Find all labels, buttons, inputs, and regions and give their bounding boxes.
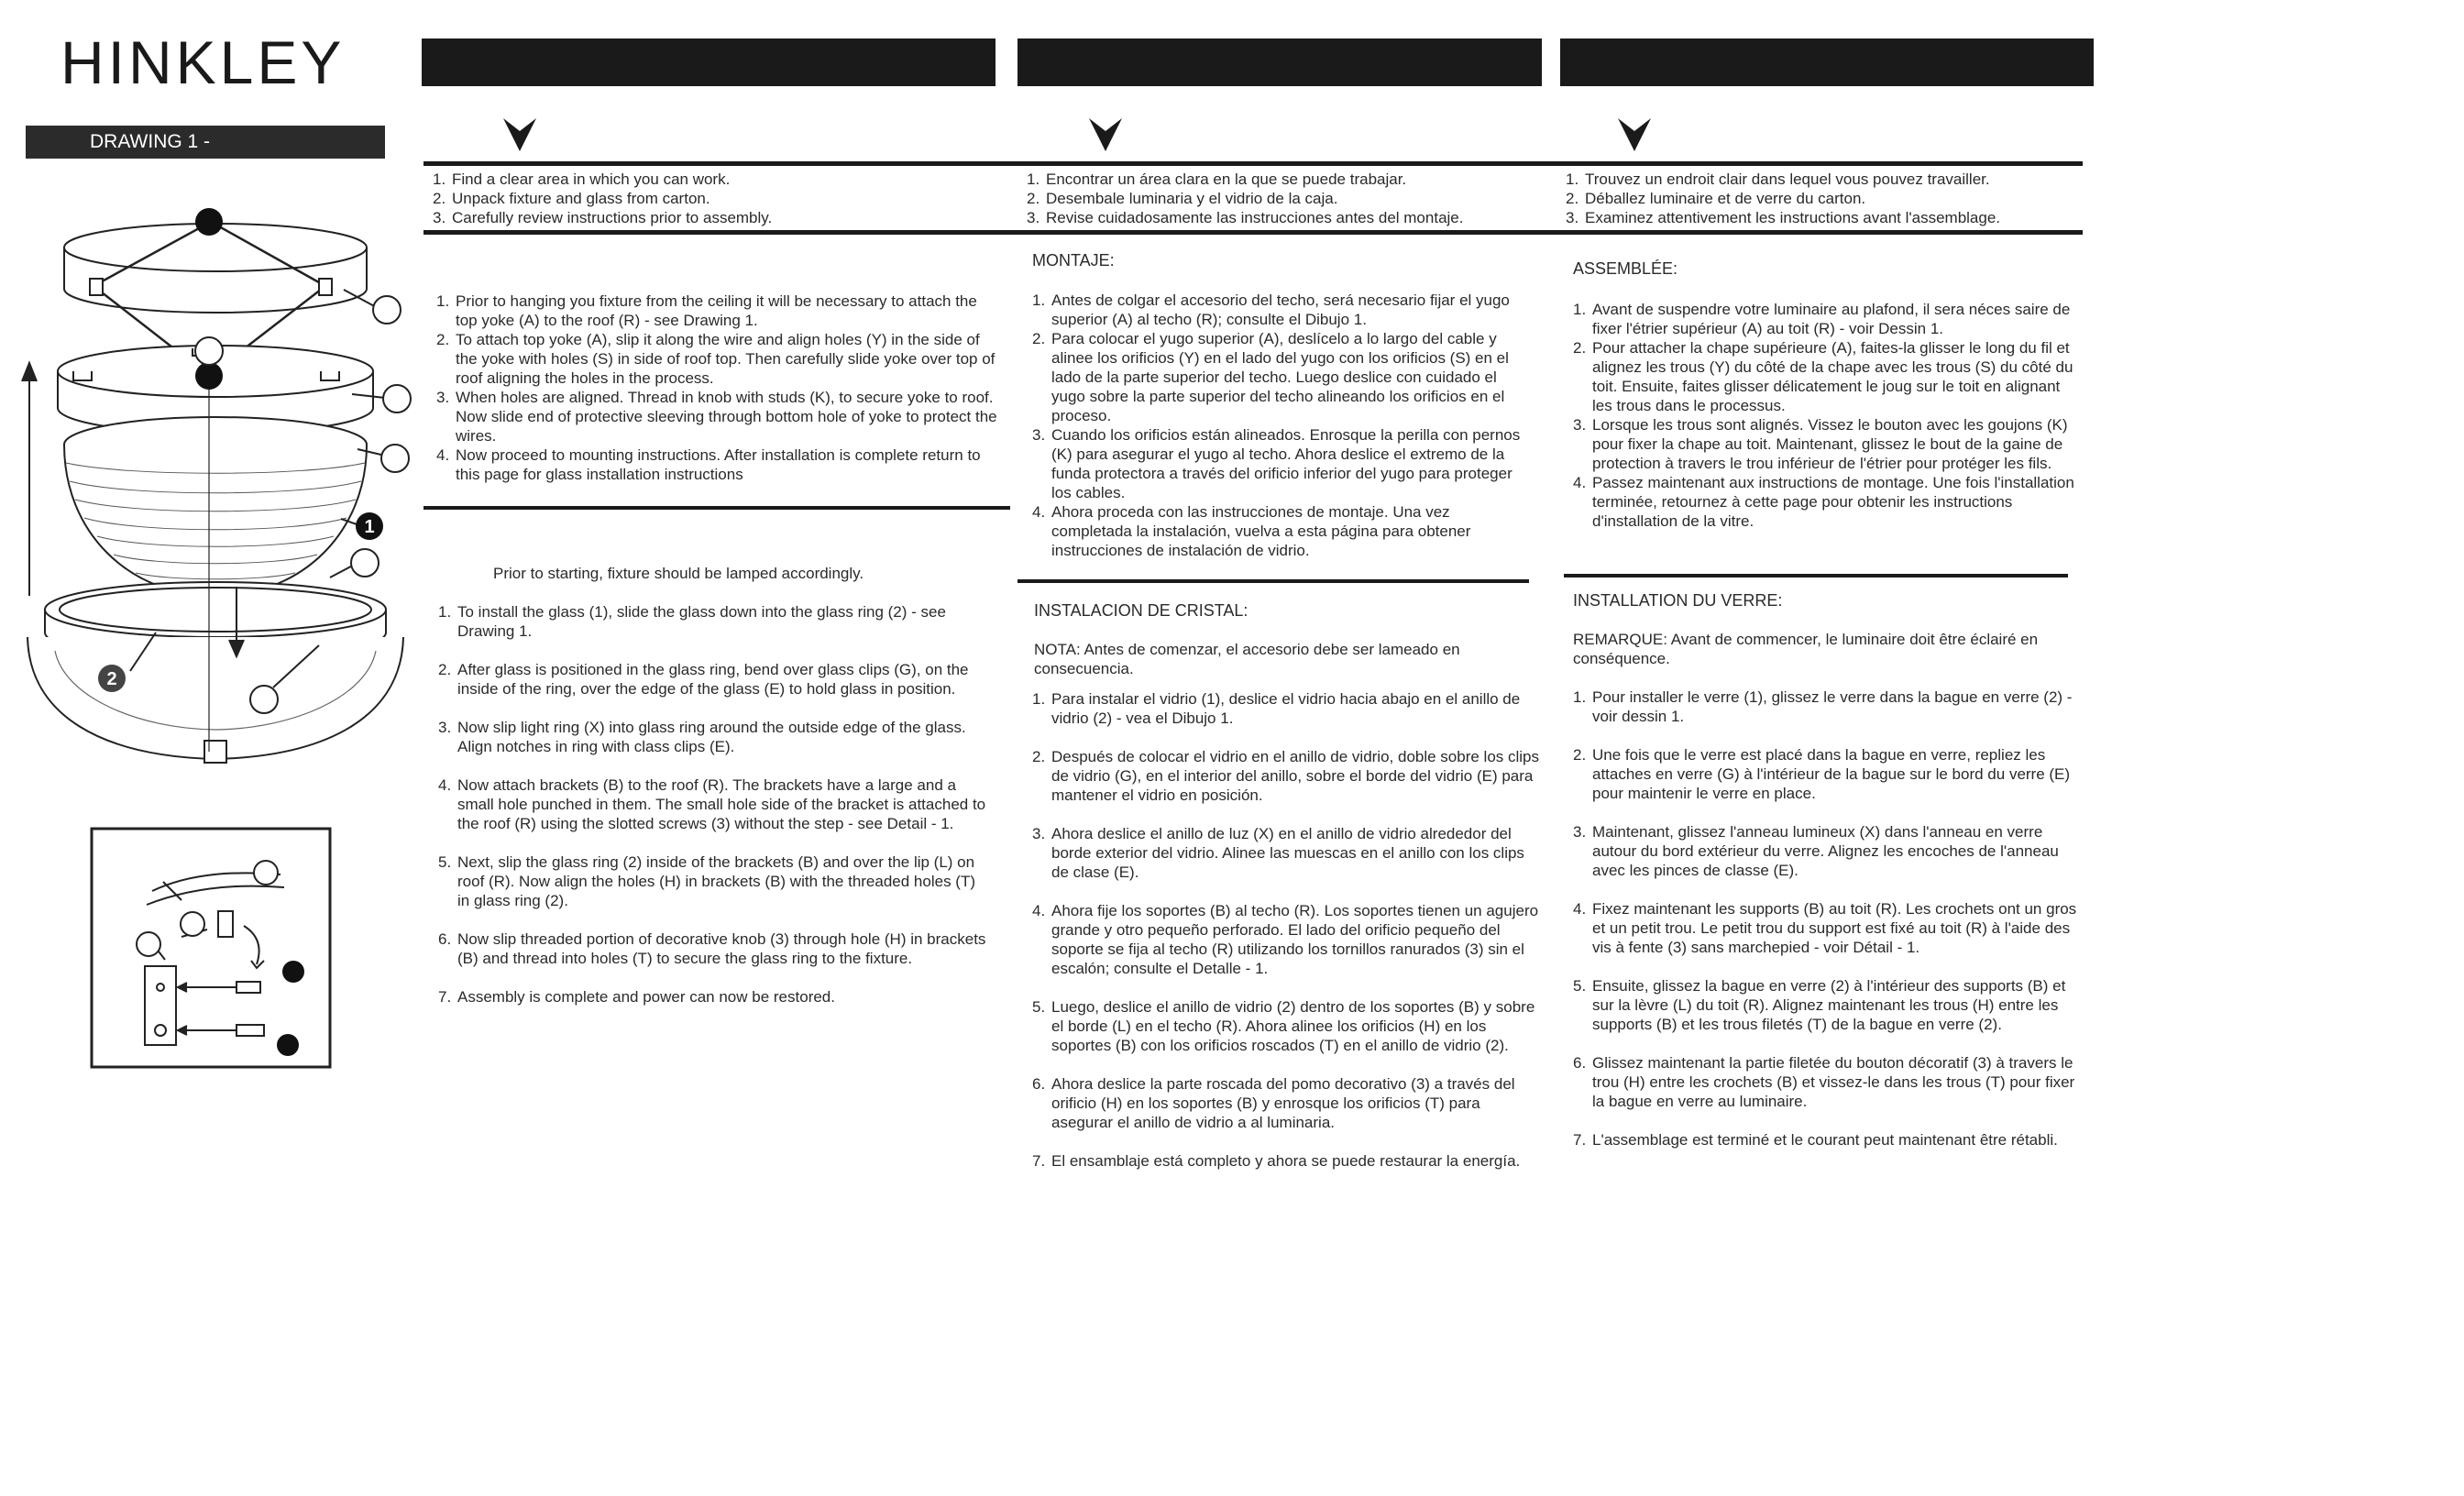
mount-list-fr bbox=[1573, 300, 2079, 531]
list-item: 1. Prior to hanging you fixture from the ceiling it will be necessary to attach the top yoke (A) to the roof (R) - see Drawing 1. bbox=[436, 292, 977, 329]
list-item: 3. Now slip light ring (X) into glass ring around the outside edge of the glass. Align notches in ring with class clips (E). bbox=[438, 719, 966, 755]
list-item: 6. Ahora deslice la parte roscada del pomo decorativo (3) a través del orificio (H) en los soportes (B) y enrosque los orificios (T) para asegurar el anillo de vidrio a al luminaria. bbox=[1032, 1075, 1515, 1131]
divider bbox=[424, 161, 2083, 166]
divider bbox=[424, 506, 1010, 510]
detail-1-drawing bbox=[90, 827, 332, 1069]
list-item: 1. Trouvez un endroit clair dans lequel vous pouvez travailler. bbox=[1566, 170, 1990, 188]
chevron-down-icon bbox=[501, 115, 538, 155]
svg-text:2: 2 bbox=[106, 669, 117, 689]
list-item: 5. Ensuite, glissez la bague en verre (2) à l'intérieur des supports (B) et sur la lèvre (L) du toit (R). Alignez maintenant les trous (H) entre les supports (B) et les trous filetés (T) de la bague en verre (2). bbox=[1573, 977, 2066, 1033]
glass-list-es bbox=[1032, 689, 1541, 1190]
list-item: 4. Now attach brackets (B) to the roof (R). The brackets have a large and a small hole punched in them. The small hole side of the bracket is attached to the roof (R) using the slotted screws (3) without the step - see Detail - 1. bbox=[438, 776, 986, 832]
list-item: 2. After glass is positioned in the glass ring, bend over glass clips (G), on the inside of the ring, over the edge of the glass (E) to hold glass in position. bbox=[438, 661, 969, 698]
list-item: 4. Ahora fije los soportes (B) al techo (R). Los soportes tienen un agujero grande y otro pequeño perforado. El lado del orificio pequeño del soporte se fija al techo (R) utilizando los tornillos ranurados (3) sin el escalón; consulte el Detalle - 1. bbox=[1032, 902, 1539, 977]
list-item: 3. Cuando los orificios están alineados. Enrosque la perilla con pernos (K) para asegurar el yugo al techo. Ahora deslice el extremo de la funda protectora a través del orificio inferior del yugo para proteger los cables. bbox=[1032, 426, 1521, 501]
drawing-label: DRAWING 1 - bbox=[26, 126, 385, 159]
list-item: 2. Déballez luminaire et de verre du carton. bbox=[1566, 190, 1866, 207]
list-item: 7. El ensamblaje está completo y ahora se puede restaurar la energía. bbox=[1032, 1152, 1521, 1170]
list-item: 1. Antes de colgar el accesorio del techo, será necesario fijar el yugo superior (A) al techo (R); consulte el Dibujo 1. bbox=[1032, 292, 1510, 328]
list-item: 2. Pour attacher la chape supérieure (A), faites-la glisser le long du fil et alignez les trous (Y) du côté de la chape avec les trous (S) du côté du toit. Ensuite, faites glisser délicatement le joug sur le toit en alignant les trous dans le processus. bbox=[1573, 339, 2074, 414]
list-item: 1. Pour installer le verre (1), glissez le verre dans la bague en verre (2) - voir dessin 1. bbox=[1573, 688, 2073, 725]
list-item: 4. Fixez maintenant les supports (B) au toit (R). Les crochets ont un gros et un petit trou. Le petit trou du support est fixé au toit (R) à l'aide des vis à fente (3) sans marchepied - voir Détail - 1. bbox=[1573, 900, 2077, 956]
divider bbox=[1018, 579, 1529, 583]
glass-note-en: Prior to starting, fixture should be lamped accordingly. bbox=[493, 565, 864, 582]
list-item: 2. To attach top yoke (A), slip it along the wire and align holes (Y) in the side of the yoke with holes (S) in side of roof top. Then carefully slide yoke over top of roof aligning the holes in the process. bbox=[436, 331, 996, 387]
list-item: 1. Avant de suspendre votre luminaire au plafond, il sera néces saire de fixer l'étrier supérieur (A) au toit (R) - voir Dessin 1. bbox=[1573, 301, 2071, 337]
list-item: 3. Carefully review instructions prior to assembly. bbox=[433, 209, 773, 226]
divider bbox=[424, 230, 2083, 235]
list-item: 1. Para instalar el vidrio (1), deslice el vidrio hacia abajo en el anillo de vidrio (2) - vea el Dibujo 1. bbox=[1032, 690, 1521, 727]
intro-list-es bbox=[1027, 170, 1540, 227]
header-bar-fr bbox=[1560, 38, 2094, 86]
list-item: 2. Unpack fixture and glass from carton. bbox=[433, 190, 710, 207]
glass-list-en bbox=[438, 602, 988, 1026]
section-title-glass-fr: INSTALLATION DU VERRE: bbox=[1573, 591, 1783, 610]
list-item: 5. Luego, deslice el anillo de vidrio (2) dentro de los soportes (B) y sobre el borde (L) en el techo (R). Ahora alinee los orificios (H) en los soportes (B) con los orificios roscados (T) en el anillo de vidrio (2). bbox=[1032, 998, 1535, 1054]
mount-list-es bbox=[1032, 291, 1532, 560]
list-item: 3. Examinez attentivement les instructions avant l'assemblage. bbox=[1566, 209, 2001, 226]
svg-text:1: 1 bbox=[364, 517, 375, 537]
list-item: 3. Revise cuidadosamente las instrucciones antes del montaje. bbox=[1027, 209, 1464, 226]
glass-list-fr bbox=[1573, 688, 2082, 1169]
list-item: 6. Glissez maintenant la partie filetée du bouton décoratif (3) à travers le trou (H) entre les crochets (B) et vissez-le dans les trous (T) pour fixer la bague en verre au luminaire. bbox=[1573, 1054, 2075, 1110]
list-item: 1. To install the glass (1), slide the glass down into the glass ring (2) - see Drawing 1. bbox=[438, 603, 946, 640]
brand-logo: HINKLEY bbox=[60, 28, 346, 96]
list-item: 4. Ahora proceda con las instrucciones de montaje. Una vez completada la instalación, vuelva a esta página para obtener instrucciones de instalación de vidrio. bbox=[1032, 503, 1471, 559]
mount-list-en bbox=[436, 292, 997, 484]
section-title-mount-es: MONTAJE: bbox=[1032, 251, 1115, 270]
header-bar-es bbox=[1018, 38, 1542, 86]
glass-note-es: NOTA: Antes de comenzar, el accesorio debe ser lameado en consecuencia. bbox=[1034, 641, 1460, 677]
list-item: 2. Desembale luminaria y el vidrio de la caja. bbox=[1027, 190, 1338, 207]
list-item: 1. Find a clear area in which you can work. bbox=[433, 170, 731, 188]
list-item: 3. When holes are aligned. Thread in knob with studs (K), to secure yoke to roof. Now slide end of protective sleeving through bottom hole of yoke to protect the wires. bbox=[436, 389, 997, 445]
list-item: 6. Now slip threaded portion of decorative knob (3) through hole (H) in brackets (B) and thread into holes (T) to secure the glass ring to the fixture. bbox=[438, 930, 986, 967]
header-bar-en bbox=[422, 38, 996, 86]
chevron-down-icon bbox=[1087, 115, 1124, 155]
glass-note-fr: REMARQUE: Avant de commencer, le luminaire doit être éclairé en conséquence. bbox=[1573, 631, 2039, 667]
chevron-down-icon bbox=[1616, 115, 1653, 155]
section-title-glass-es: INSTALACION DE CRISTAL: bbox=[1034, 601, 1248, 620]
list-item: 4. Now proceed to mounting instructions. After installation is complete return to this page for glass installation instructions bbox=[436, 446, 981, 483]
list-item: 7. Assembly is complete and power can now be restored. bbox=[438, 988, 835, 1006]
intro-list-fr bbox=[1566, 170, 2088, 227]
list-item: 1. Encontrar un área clara en la que se puede trabajar. bbox=[1027, 170, 1407, 188]
list-item: 2. Después de colocar el vidrio en el anillo de vidrio, doble sobre los clips de vidrio (G), en el interior del anillo, sobre el borde del vidrio (E) para mantener el vidrio en posición. bbox=[1032, 748, 1540, 804]
list-item: 2. Para colocar el yugo superior (A), deslícelo a lo largo del cable y alinee los orificios (Y) en el lado del yugo con los orificios (S) en el lado de la parte superior del techo. Luego deslice con cuidado el yugo sobre la parte superior del techo alineando los orificios en el proceso. bbox=[1032, 330, 1509, 424]
list-item: 3. Lorsque les trous sont alignés. Vissez le bouton avec les goujons (K) pour fixer la chape au toit. Maintenant, glissez le bout de la gaine de protection à travers le trou inférieur de l'étrier pour protéger les fils. bbox=[1573, 416, 2068, 472]
fixture-exploded-drawing bbox=[18, 202, 412, 788]
list-item: 3. Maintenant, glissez l'anneau lumineux (X) dans l'anneau en verre autour du bord extérieur du verre. Alignez les encoches de l'anneau avec les pinces de classe (E). bbox=[1573, 823, 2059, 879]
intro-list-en bbox=[433, 170, 1001, 227]
section-title-mount-fr: ASSEMBLÉE: bbox=[1573, 259, 1678, 278]
list-item: 4. Passez maintenant aux instructions de montage. Une fois l'installation terminée, retournez à cette page pour obtenir les instructions d'installation de la vitre. bbox=[1573, 474, 2074, 530]
list-item: 5. Next, slip the glass ring (2) inside of the brackets (B) and over the lip (L) on roof (R). Now align the holes (H) in brackets (B) with the threaded holes (T) in glass ring (2). bbox=[438, 853, 976, 909]
list-item: 3. Ahora deslice el anillo de luz (X) en el anillo de vidrio alrededor del borde exterior del vidrio. Alinee las muescas en el anillo con los clips de clase (E). bbox=[1032, 825, 1524, 881]
divider bbox=[1564, 574, 2068, 578]
list-item: 2. Une fois que le verre est placé dans la bague en verre, repliez les attaches en verre (G) à l'intérieur de la bague sur le bord du verre (E) pour maintenir le verre en place. bbox=[1573, 746, 2071, 802]
list-item: 7. L'assemblage est terminé et le courant peut maintenant être rétabli. bbox=[1573, 1131, 2058, 1149]
